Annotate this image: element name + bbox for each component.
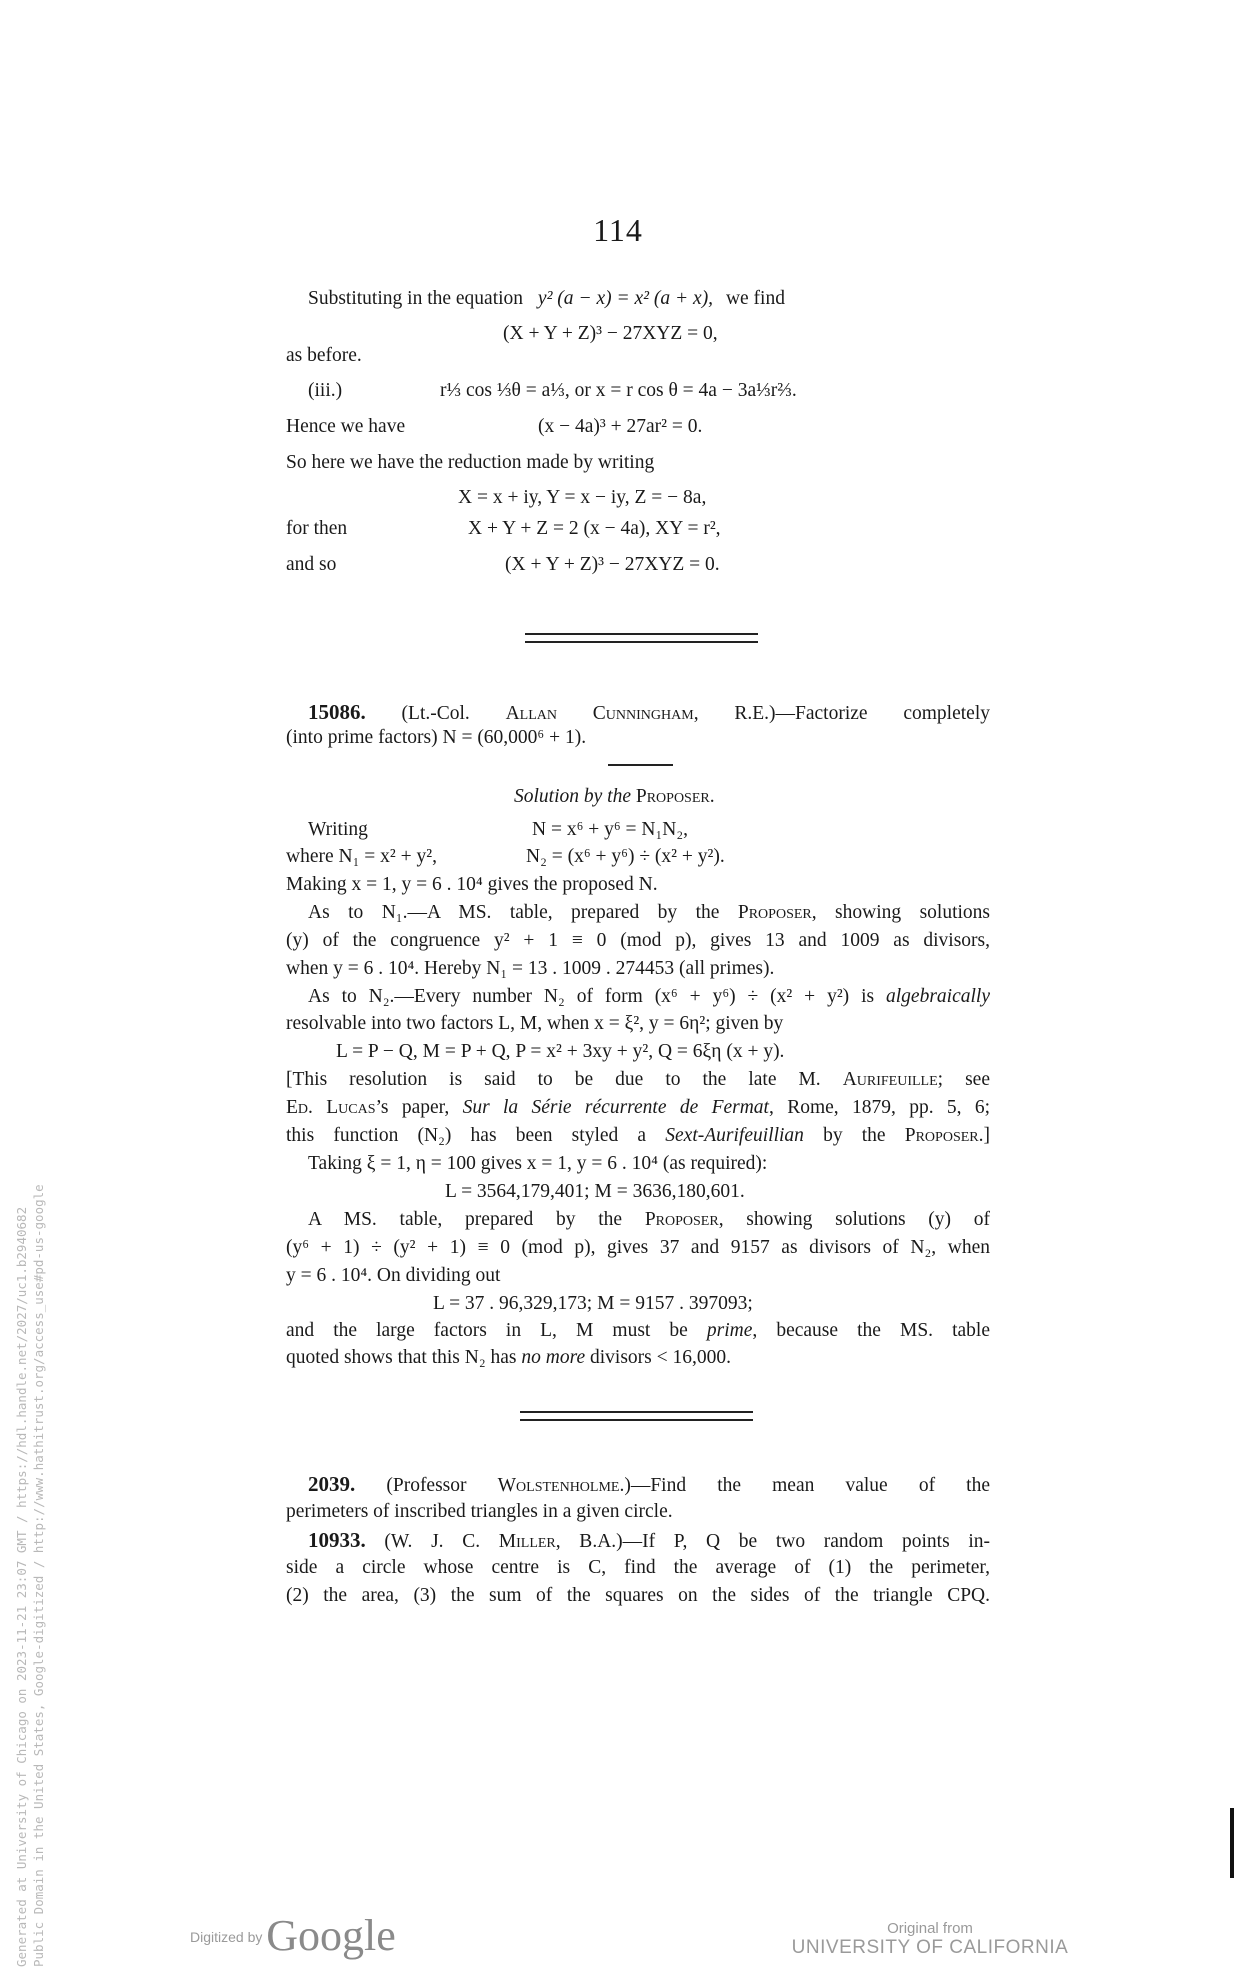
text-line: when y = 6 . 10⁴. Hereby N₁ = 13 . 1009 . 274453 (all primes). [286, 958, 775, 979]
text: no more [521, 1347, 586, 1368]
scan-edge-mark [1230, 1808, 1234, 1878]
label: and so [286, 554, 337, 575]
institution-name: UNIVERSITY OF CALIFORNIA [791, 1937, 1069, 1958]
equation: N₂ = (x⁶ + y⁶) ÷ (x² + y²). [526, 846, 725, 867]
text: (Lt.-Col. [401, 703, 470, 724]
text: Sext-Aurifeuillian [665, 1125, 804, 1146]
text-line: Taking ξ = 1, η = 100 gives x = 1, y = 6 . 10⁴ (as required): [308, 1153, 768, 1174]
text: Ed. Lucas [286, 1097, 376, 1118]
text: Proposer. [635, 786, 715, 807]
text: .)—Find the mean value of the [619, 1475, 990, 1496]
original-from [780, 1920, 1080, 1959]
text: (Professor [386, 1475, 467, 1496]
problem-number: 10933. [308, 1528, 366, 1552]
page-number: 114 [593, 212, 643, 248]
author-name: Miller [498, 1531, 556, 1552]
section-divider [525, 633, 758, 643]
equation: N = x⁶ + y⁶ = N₁N₂, [532, 819, 689, 840]
problem-2039-heading [286, 1472, 990, 1498]
text: , showing solutions (y) of [718, 1209, 991, 1230]
equation: r⅓ cos ⅓θ = a⅓, or x = r cos θ = 4a − 3a⅓r⅔. [440, 380, 797, 401]
equation: L = 3564,179,401; M = 3636,180,601. [445, 1181, 745, 1202]
text: , because the MS. table [752, 1320, 990, 1341]
text: divisors < 16,000. [589, 1347, 731, 1368]
text: ’s paper, [375, 1097, 450, 1118]
text: this function (N₂) has been styled a [286, 1125, 647, 1146]
label: Writing [308, 819, 368, 840]
text: algebraically [886, 986, 990, 1007]
text: , R.E.)—Factorize completely [693, 703, 990, 724]
solution-heading [514, 785, 715, 809]
text-line [286, 901, 990, 925]
hathitrust-watermark [13, 967, 47, 1967]
section-divider [520, 1411, 753, 1421]
equation: L = P − Q, M = P + Q, P = x² + 3xy + y², Q = 6ξη (x + y). [336, 1041, 785, 1062]
equation: y² (a − x) = x² (a + x), [537, 288, 714, 309]
text: quoted shows that this N₂ has [286, 1347, 517, 1368]
short-divider [608, 764, 673, 766]
digitized-by-google-logo [190, 1910, 396, 1961]
text: (W. J. C. [384, 1531, 481, 1552]
text: Substituting in the equation [308, 288, 524, 309]
text-line: So here we have the reduction made by writing [286, 452, 655, 473]
text-line [286, 1346, 990, 1370]
text-line: Making x = 1, y = 6 . 10⁴ gives the proposed N. [286, 874, 658, 895]
text-line: perimeters of inscribed triangles in a given circle. [286, 1501, 673, 1522]
text-line: (y⁶ + 1) ÷ (y² + 1) ≡ 0 (mod p), gives 37 and 9157 as divisors of N₂, when [286, 1237, 990, 1258]
text-line: side a circle whose centre is C, find the average of (1) the perimeter, [286, 1557, 990, 1578]
label: where N₁ = x² + y², [286, 846, 437, 867]
text-line [286, 1096, 990, 1120]
text-line [286, 1319, 990, 1343]
text: Original from [887, 1920, 973, 1937]
google-logo: Google [266, 1911, 396, 1960]
text: Aurifeuille [842, 1069, 938, 1090]
equation: (X + Y + Z)³ − 27XYZ = 0, [503, 323, 718, 344]
text-line [286, 1124, 990, 1148]
text: As to N₂.—Every number N₂ of form (x⁶ + y⁶) ÷ (x² + y²) is [308, 986, 875, 1007]
label: for then [286, 518, 348, 539]
text: As to N₁.—A MS. table, prepared by the [308, 902, 720, 923]
text: and the large factors in L, M must be [286, 1320, 688, 1341]
text: Proposer [644, 1209, 719, 1230]
problem-number: 2039. [308, 1472, 356, 1496]
text: [This resolution is said to be due to the late M. [286, 1069, 821, 1090]
text: Proposer [737, 902, 812, 923]
text-line [286, 287, 990, 311]
equation: X = x + iy, Y = x − iy, Z = − 8a, [458, 487, 707, 508]
text: Proposer [904, 1125, 979, 1146]
text: , showing solutions [811, 902, 990, 923]
text: Sur la Série récurrente de Fermat [462, 1097, 769, 1118]
watermark-line: Generated at University of Chicago on 2023-11-21 23:07 GMT / https://hdl.handle.net/2027/uc1.b2940682 [14, 1206, 29, 1967]
text-line: (y) of the congruence y² + 1 ≡ 0 (mod p), gives 13 and 1009 as divisors, [286, 930, 990, 951]
equation: (x − 4a)³ + 27ar² = 0. [538, 416, 703, 437]
text: A MS. table, prepared by the [308, 1209, 623, 1230]
text-line [286, 1068, 990, 1092]
text-line: y = 6 . 10⁴. On dividing out [286, 1265, 501, 1286]
equation: X + Y + Z = 2 (x − 4a), XY = r², [468, 518, 721, 539]
author-name: Wolstenholme [497, 1475, 620, 1496]
author-name: Allan Cunningham [505, 703, 694, 724]
text-line: resolvable into two factors L, M, when x = ξ², y = 6η²; given by [286, 1013, 784, 1034]
text-line [286, 985, 990, 1009]
watermark-line: Public Domain in the United States, Google-digitized / http://www.hathitrust.org/access_use#pd-us-google [31, 1184, 46, 1967]
text-line: (into prime factors) N = (60,000⁶ + 1). [286, 727, 587, 748]
text: .] [978, 1125, 990, 1146]
equation: L = 37 . 96,329,173; M = 9157 . 397093; [433, 1293, 753, 1314]
label: (iii.) [308, 380, 343, 401]
text: by the [823, 1125, 886, 1146]
problem-number: 15086. [308, 700, 366, 724]
problem-15086-heading [286, 700, 990, 726]
text-line: as before. [286, 345, 362, 366]
problem-10933-heading [286, 1528, 990, 1554]
label: Hence we have [286, 416, 406, 437]
text: we find [725, 288, 785, 309]
text-line: (2) the area, (3) the sum of the squares on the sides of the triangle CPQ. [286, 1585, 990, 1606]
text-line [286, 1208, 990, 1232]
text: ; see [937, 1069, 990, 1090]
text: prime [706, 1320, 753, 1341]
text: , Rome, 1879, pp. 5, 6; [768, 1097, 991, 1118]
text: Digitized by [190, 1929, 263, 1945]
text: Solution by the [514, 786, 631, 807]
text: , B.A.)—If P, Q be two random points in- [555, 1531, 990, 1552]
equation: (X + Y + Z)³ − 27XYZ = 0. [505, 554, 720, 575]
